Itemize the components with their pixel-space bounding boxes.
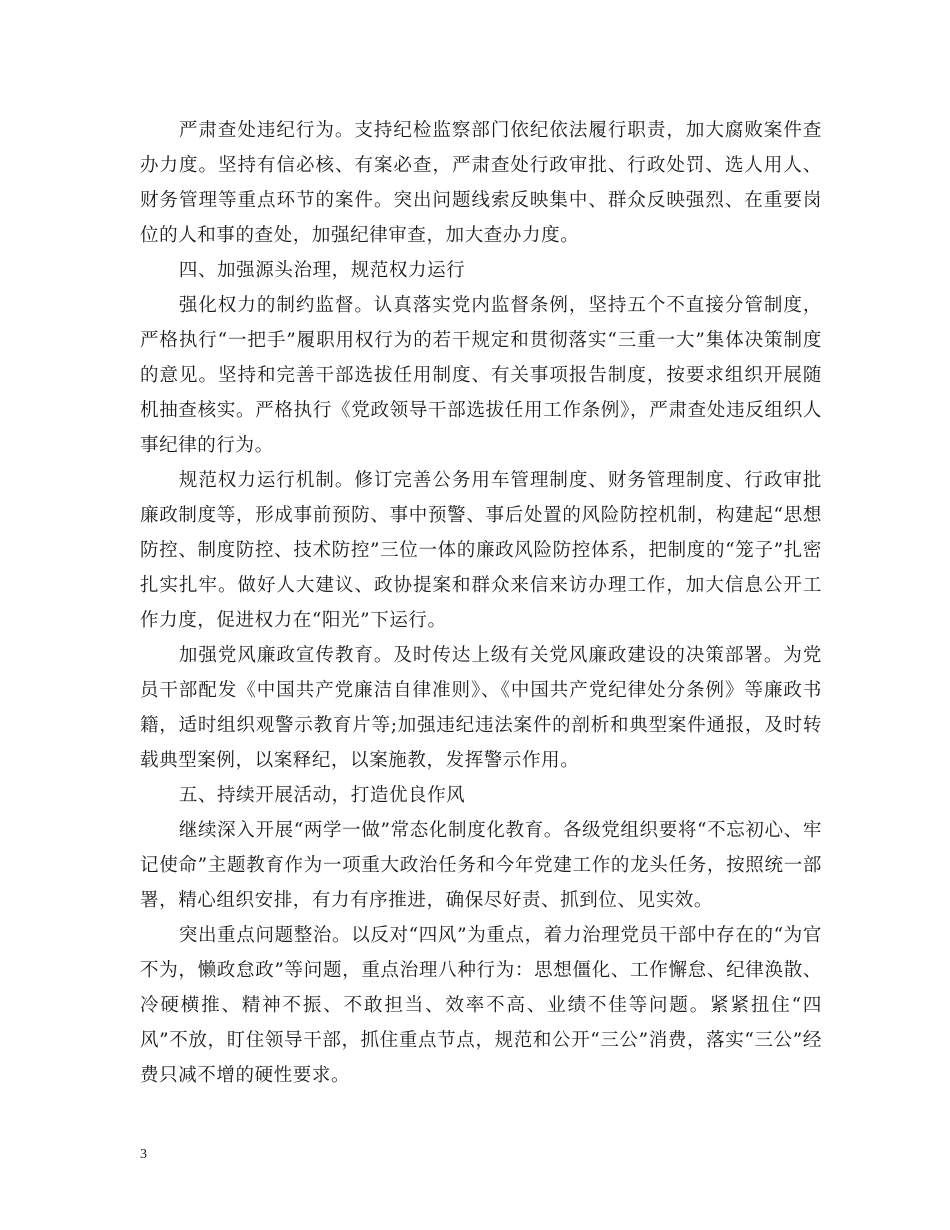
- section-heading-4: 四、加强源头治理，规范权力运行: [178, 260, 466, 281]
- section-heading-5: 五、持续开展活动，打造优良作风: [178, 785, 466, 806]
- paragraph-discipline-enforcement: 严肃查处违纪行为。支持纪检监察部门依纪依法履行职责，加大腐败案件查办力度。坚持有信必核、有案必查，严肃查处行政审批、行政处罚、选人用人、财务管理等重点环节的案件。突出问题线索反映集中、群众反映强烈、在重要岗位的人和事的查处，加强纪律审查，加大查办力度。: [140, 120, 822, 246]
- document-body: [140, 113, 822, 1093]
- paragraph-power-supervision: 强化权力的制约监督。认真落实党内监督条例，坚持五个不直接分管制度，严格执行“一把手”履职用权行为的若干规定和贯彻落实“三重一大”集体决策制度的意见。坚持和完善干部选拔任用制度、有关事项报告制度，按要求组织开展随机抽查核实。严格执行《党政领导干部选拔任用工作条例》，严肃查处违反组织人事纪律的行为。: [140, 295, 822, 456]
- paragraph-power-mechanism: 规范权力运行机制。修订完善公务用车管理制度、财务管理制度、行政审批廉政制度等，形成事前预防、事中预警、事后处置的风险防控机制，构建起“思想防控、制度防控、技术防控”三位一体的廉政风险防控体系，把制度的“笼子”扎密扎实扎牢。做好人大建议、政协提案和群众来信来访办理工作，加大信息公开工作力度，促进权力在“阳光”下运行。: [140, 470, 822, 631]
- page-number: 3: [140, 1147, 147, 1162]
- paragraph-key-issues: 突出重点问题整治。以反对“四风”为重点，着力治理党员干部中存在的“为官不为，懒政怠政”等问题，重点治理八种行为：思想僵化、工作懈怠、纪律涣散、冷硬横推、精神不振、不敢担当、效率不高、业绩不佳等问题。紧紧扭住“四风”不放，盯住领导干部，抓住重点节点，规范和公开“三公”消费，落实“三公”经费只减不增的硬性要求。: [140, 925, 822, 1086]
- paragraph-integrity-education: 加强党风廉政宣传教育。及时传达上级有关党风廉政建设的决策部署。为党员干部配发《中国共产党廉洁自律准则》、《中国共产党纪律处分条例》等廉政书籍，适时组织观警示教育片等;加强违纪违法案件的剖析和典型案件通报，及时转载典型案例，以案释纪，以案施教，发挥警示作用。: [140, 645, 822, 771]
- paragraph-two-studies: 继续深入开展“两学一做”常态化制度化教育。各级党组织要将“不忘初心、牢记使命”主题教育作为一项重大政治任务和今年党建工作的龙头任务，按照统一部署，精心组织安排，有力有序推进，确保尽好责、抓到位、见实效。: [140, 820, 822, 911]
